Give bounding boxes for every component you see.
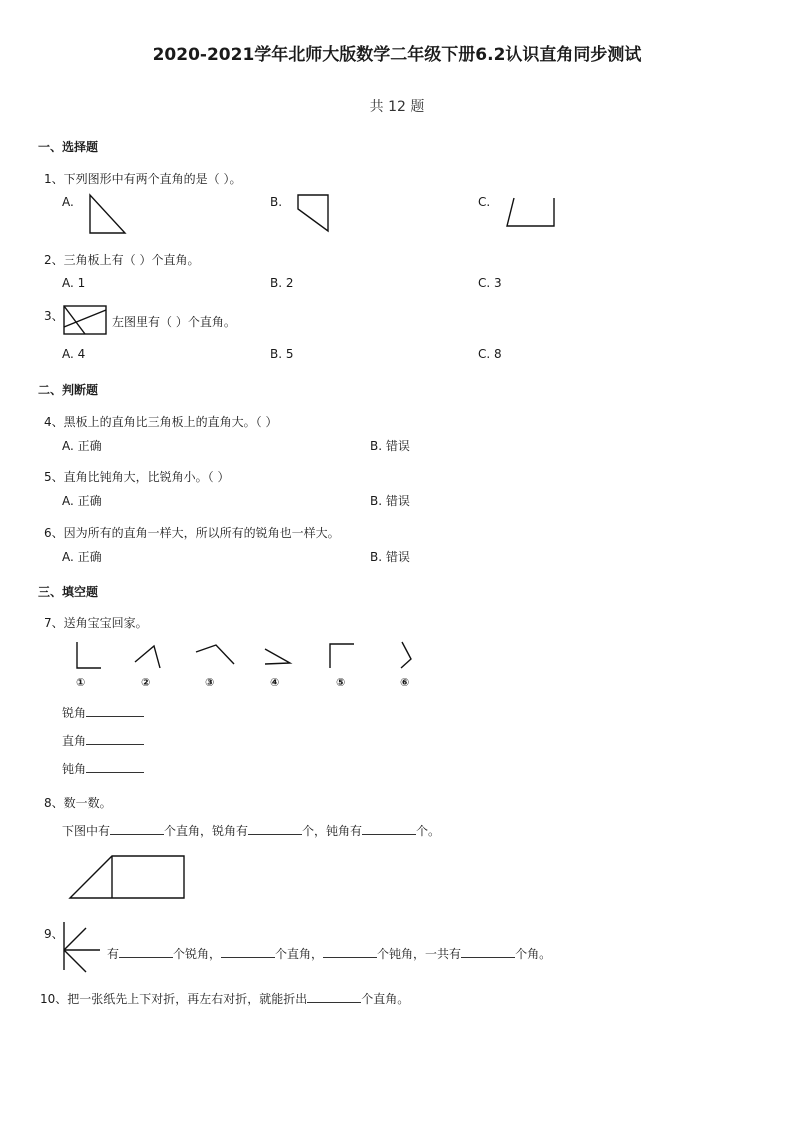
angle-figure-1 <box>70 640 104 672</box>
question-4: 4、黑板上的直角比三角板上的直角大。（ ） <box>44 415 278 429</box>
question-2: 2、三角板上有（ ）个直角。 <box>44 253 200 267</box>
question-1: 1、下列图形中有两个直角的是（ ）。 <box>44 172 242 186</box>
question-3-number: 3、 <box>44 309 64 323</box>
q8-text-1: 下图中有 <box>62 824 111 838</box>
q8-text-2: 个直角，锐角有 <box>164 824 249 838</box>
right-angle-row <box>62 732 144 749</box>
angle-figure-5 <box>324 640 358 672</box>
angle-label-2: ② <box>141 676 151 689</box>
angle-figure-2 <box>132 640 166 672</box>
q3-option-a[interactable]: A. 4 <box>62 347 86 361</box>
q9-obtuse-blank[interactable] <box>323 945 377 958</box>
q10-text-1: 10、把一张纸先上下对折，再左右对折，就能折出 <box>40 992 308 1006</box>
q5-option-b[interactable]: B. 错误 <box>370 494 410 508</box>
angle-label-1: ① <box>76 676 86 689</box>
q9-text-1: 有 <box>107 947 120 961</box>
q10-text-2: 个直角。 <box>361 992 410 1006</box>
q1-option-c[interactable]: C. <box>478 195 491 209</box>
q3-rectangle-figure <box>63 305 107 335</box>
question-3: 左图里有（ ）个直角。 <box>112 315 236 329</box>
q8-text-4: 个。 <box>416 824 441 838</box>
q9-text-3: 个直角， <box>275 947 324 961</box>
q2-option-b[interactable]: B. 2 <box>270 276 294 290</box>
question-10 <box>40 990 409 1007</box>
q9-total-blank[interactable] <box>461 945 515 958</box>
q10-blank[interactable] <box>307 990 361 1003</box>
q6-option-b[interactable]: B. 错误 <box>370 550 410 564</box>
question-7: 7、送角宝宝回家。 <box>44 616 148 630</box>
angle-figure-3 <box>194 640 238 672</box>
q4-option-b[interactable]: B. 错误 <box>370 439 410 453</box>
document-title: 2020-2021学年北师大版数学二年级下册6.2认识直角同步测试 <box>152 45 642 65</box>
section-heading-fill: 三、填空题 <box>38 585 99 599</box>
section-heading-judge: 二、判断题 <box>38 383 99 397</box>
angle-figure-4 <box>262 644 296 672</box>
angle-label-5: ⑤ <box>336 676 346 689</box>
q8-trapezoid-figure <box>68 854 188 902</box>
angle-label-6: ⑥ <box>400 676 410 689</box>
acute-angle-label: 锐角 <box>62 706 87 720</box>
q9-text-4: 个钝角，一共有 <box>377 947 462 961</box>
section-heading-choice: 一、选择题 <box>38 140 99 154</box>
q1-figure-c-open-shape <box>502 196 558 228</box>
obtuse-angle-blank[interactable] <box>86 760 144 773</box>
q2-option-c[interactable]: C. 3 <box>478 276 502 290</box>
acute-angle-blank[interactable] <box>86 704 144 717</box>
right-angle-blank[interactable] <box>86 732 144 745</box>
angle-label-4: ④ <box>270 676 280 689</box>
question-9-number: 9、 <box>44 927 64 941</box>
obtuse-angle-label: 钝角 <box>62 762 87 776</box>
q2-option-a[interactable]: A. 1 <box>62 276 86 290</box>
q8-right-angle-blank[interactable] <box>110 822 164 835</box>
obtuse-angle-row <box>62 760 144 777</box>
question-9-prompt <box>107 945 551 962</box>
question-5: 5、直角比钝角大，比锐角小。（ ） <box>44 470 230 484</box>
q8-obtuse-blank[interactable] <box>362 822 416 835</box>
q9-acute-blank[interactable] <box>119 945 173 958</box>
q9-right-blank[interactable] <box>221 945 275 958</box>
q1-option-b[interactable]: B. <box>270 195 283 209</box>
q9-angle-fan-figure <box>60 920 106 974</box>
q3-option-b[interactable]: B. 5 <box>270 347 294 361</box>
question-6: 6、因为所有的直角一样大，所以所有的锐角也一样大。 <box>44 526 340 540</box>
q9-text-5: 个角。 <box>515 947 552 961</box>
q1-figure-a-triangle <box>88 193 128 235</box>
q5-option-a[interactable]: A. 正确 <box>62 494 102 508</box>
question-8-prompt <box>62 822 440 839</box>
acute-angle-row <box>62 704 144 721</box>
q4-option-a[interactable]: A. 正确 <box>62 439 102 453</box>
question-8: 8、数一数。 <box>44 796 112 810</box>
q1-option-a[interactable]: A. <box>62 195 74 209</box>
angle-label-3: ③ <box>205 676 215 689</box>
q6-option-a[interactable]: A. 正确 <box>62 550 102 564</box>
angle-figure-6 <box>396 640 422 672</box>
right-angle-label: 直角 <box>62 734 87 748</box>
q8-acute-blank[interactable] <box>248 822 302 835</box>
q3-option-c[interactable]: C. 8 <box>478 347 502 361</box>
q1-figure-b-quadrilateral <box>296 193 336 235</box>
q9-text-2: 个锐角， <box>173 947 222 961</box>
question-count: 共 12 题 <box>369 99 425 115</box>
q8-text-3: 个，钝角有 <box>302 824 363 838</box>
